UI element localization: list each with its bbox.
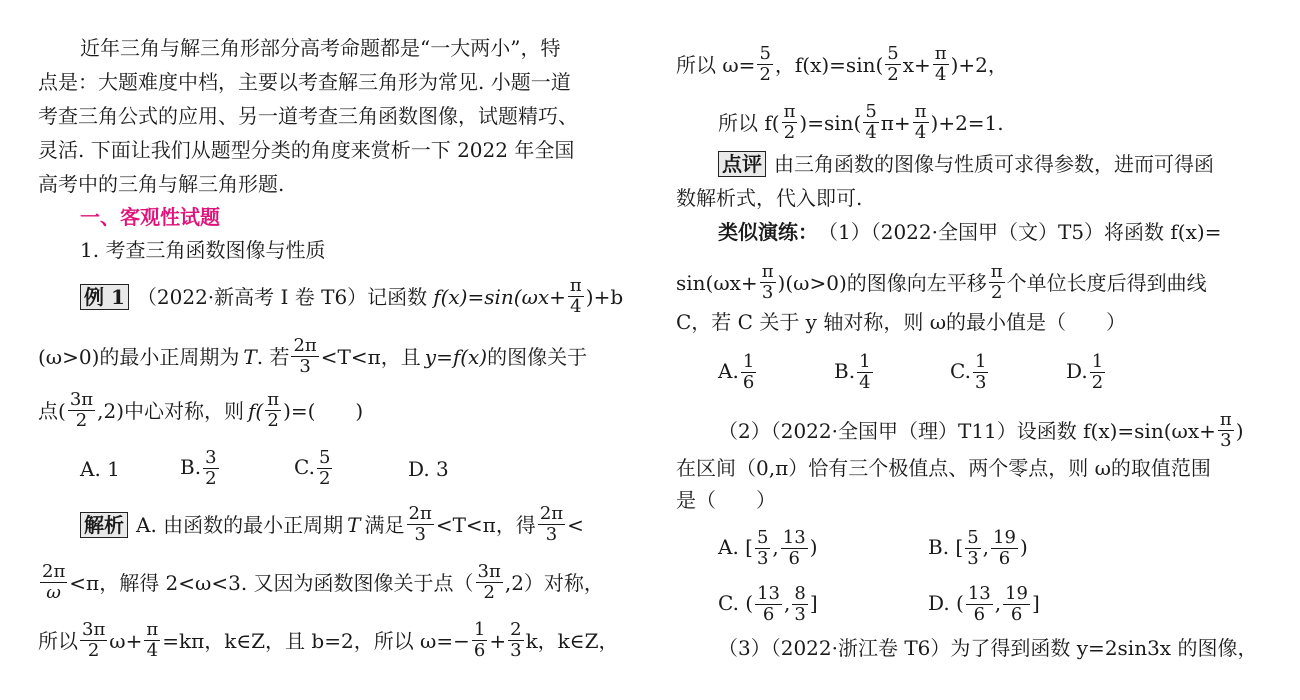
text: < xyxy=(567,512,584,537)
fraction-5-over-4: $\frac{5}{4}$ xyxy=(865,101,877,143)
text: ,2）对称， xyxy=(504,570,604,595)
fraction-5-over-2: $\frac{5}{2}$ xyxy=(759,43,771,85)
option-b: B. $\frac{3}{2}$ xyxy=(180,447,217,489)
section-title: 一、客观性试题 xyxy=(80,205,220,229)
practice-title: 类似演练： xyxy=(718,220,818,244)
analysis-tag: 解析 xyxy=(80,512,128,538)
intro-line-5: 高考中的三角与解三角形题. xyxy=(38,172,285,196)
fraction-pi-over-3: $\frac{\pi}{3}$ xyxy=(1219,409,1232,451)
option-a: A. $\frac{1}{6}$ xyxy=(718,351,755,393)
analysis-line-1 xyxy=(80,504,584,545)
fraction-2pi-over-3: $\frac{2\pi}{3}$ xyxy=(539,503,564,545)
fraction-2-over-3: $\frac{2}{3}$ xyxy=(510,619,522,661)
practice-3-line-1: （3）（2022·浙江卷 T6）为了得到函数 y=2sin3x 的图像， xyxy=(718,636,1258,660)
practice-2-line-2: 在区间（0,π）恰有三个极值点、两个零点，则 ω的取值范围 xyxy=(676,456,1211,480)
text: 所以 xyxy=(38,628,78,653)
subsection-title: 1. 考查三角函数图像与性质 xyxy=(80,238,326,262)
text: 所以 f( xyxy=(718,110,780,135)
fraction-pi-over-2: $\frac{\pi}{2}$ xyxy=(267,389,280,431)
text: 满足 xyxy=(364,512,405,537)
text: （1）（2022·全国甲（文）T5）将函数 f(x)= xyxy=(818,220,1222,244)
fraction-5-over-2: $\frac{5}{2}$ xyxy=(887,43,899,85)
text: ω+ xyxy=(109,628,143,653)
text: 个单位长度后得到曲线 xyxy=(1006,270,1207,295)
fraction-pi-over-2: $\frac{\pi}{2}$ xyxy=(990,261,1003,303)
fraction-3pi-over-2: $\frac{3\pi}{2}$ xyxy=(82,619,106,661)
text: 由三角函数的图像与性质可求得参数，进而可得函 xyxy=(774,152,1214,176)
text: x+ xyxy=(902,52,931,77)
practice-line-2 xyxy=(676,262,1207,303)
text: ,2)中心对称，则 xyxy=(97,398,244,423)
practice-line-1 xyxy=(718,218,1221,246)
text: <T<π，得 xyxy=(435,512,536,537)
intro-line-1: 近年三角与解三角形部分高考命题都是“一大两小”，特 xyxy=(80,36,561,60)
text: (ω>0)的最小正周期为 xyxy=(38,344,240,369)
text: . 若 xyxy=(256,344,290,369)
text: π+ xyxy=(880,110,911,135)
example-line-1 xyxy=(80,276,623,317)
example-line-3 xyxy=(38,390,363,431)
fraction-3pi-over-2: $\frac{3\pi}{2}$ xyxy=(69,389,94,431)
text: T xyxy=(347,512,361,537)
result-line-2 xyxy=(718,102,1004,143)
text: <T<π，且 xyxy=(320,344,421,369)
text: 的图像关于 xyxy=(487,344,588,369)
fraction-1-over-6: $\frac{1}{6}$ xyxy=(473,619,486,661)
example-func-tail: )+b xyxy=(585,284,624,309)
fraction-pi-over-4: $\frac{\pi}{4}$ xyxy=(569,275,582,317)
comment-tag: 点评 xyxy=(718,151,766,177)
practice-2-options-row-2 xyxy=(718,584,1040,625)
example-options xyxy=(80,448,449,489)
analysis-line-2 xyxy=(38,562,604,603)
example-tag: 例 1 xyxy=(80,284,129,310)
text: （2）（2022·全国甲（理）T11）设函数 f(x)=sin(ωx+ xyxy=(718,418,1216,443)
text: )=sin( xyxy=(799,110,862,135)
text: 所以 ω= xyxy=(676,52,756,77)
option-d: D. 3 xyxy=(408,456,449,481)
text: 点( xyxy=(38,398,66,423)
text: )+2， xyxy=(950,52,1008,77)
comment-line-1 xyxy=(718,150,1214,178)
option-b: B. $\frac{1}{4}$ xyxy=(834,351,871,393)
option-b: B. [ $\frac{5}{3}$ , $\frac{19}{6}$ ) xyxy=(928,527,1028,569)
fraction-3pi-over-2: $\frac{3\pi}{2}$ xyxy=(477,561,501,603)
practice-1-options xyxy=(718,352,1107,393)
text: ) xyxy=(1235,418,1244,443)
option-c: C. ( $\frac{13}{6}$ , $\frac{8}{3}$ ] xyxy=(718,583,818,625)
text: y=f(x) xyxy=(424,344,488,369)
practice-2-line-3: 是（ ） xyxy=(676,488,776,512)
text: =kπ，k∈Z，且 b=2，所以 ω=− xyxy=(162,628,470,653)
intro-line-4: 灵活. 下面让我们从题型分类的角度来赏析一下 2022 年全国 xyxy=(38,138,575,162)
fraction-pi-over-4: $\frac{\pi}{4}$ xyxy=(146,619,159,661)
text: f( xyxy=(248,398,264,423)
text: ，f(x)=sin( xyxy=(774,52,884,77)
practice-2-options-row-1 xyxy=(718,528,1028,569)
text: <π，解得 2<ω<3. 又因为函数图像关于点（ xyxy=(69,570,474,595)
text: )=( ) xyxy=(283,398,364,423)
text: )(ω>0)的图像向左平移 xyxy=(777,270,987,295)
text: sin(ωx+ xyxy=(676,270,758,295)
fraction-2pi-over-3: $\frac{2\pi}{3}$ xyxy=(293,335,317,377)
fraction-2pi-over-3: $\frac{2\pi}{3}$ xyxy=(408,503,432,545)
option-c: C. $\frac{1}{3}$ xyxy=(950,351,987,393)
option-a: A. 1 xyxy=(80,456,120,481)
option-d: D. ( $\frac{13}{6}$ , $\frac{19}{6}$ ] xyxy=(928,583,1040,625)
fraction-pi-over-4: $\frac{\pi}{4}$ xyxy=(934,43,947,85)
practice-2-line-1 xyxy=(718,410,1244,451)
text: k，k∈Z， xyxy=(525,628,619,653)
option-c: C. $\frac{5}{2}$ xyxy=(294,447,331,489)
intro-line-2: 点是：大题难度中档，主要以考查解三角形为常见. 小题一道 xyxy=(38,70,571,94)
fraction-pi-over-3: $\frac{\pi}{3}$ xyxy=(761,261,774,303)
option-a: A. [ $\frac{5}{3}$ , $\frac{13}{6}$ ) xyxy=(718,527,818,569)
option-d: D. $\frac{1}{2}$ xyxy=(1066,351,1104,393)
practice-line-3: C，若 C 关于 y 轴对称，则 ω的最小值是（ ） xyxy=(676,310,1126,334)
text: A. 由函数的最小正周期 xyxy=(136,512,344,537)
example-source: （2022·新高考 Ⅰ 卷 T6）记函数 xyxy=(136,284,428,309)
text: + xyxy=(489,628,507,653)
example-line-2 xyxy=(38,336,587,377)
fraction-pi-over-4: $\frac{\pi}{4}$ xyxy=(914,101,927,143)
fraction-2pi-over-omega: $\frac{2\pi}{\omega}$ xyxy=(42,561,66,603)
fraction-pi-over-2: $\frac{\pi}{2}$ xyxy=(783,101,796,143)
text: )+2=1. xyxy=(930,110,1004,135)
example-func: f(x)=sin(ωx+ xyxy=(433,284,566,309)
text: T xyxy=(243,344,257,369)
analysis-line-3 xyxy=(38,620,619,661)
intro-line-3: 考查三角公式的应用、另一道考查三角函数图像，试题精巧、 xyxy=(38,104,578,128)
comment-line-2: 数解析式，代入即可. xyxy=(676,186,863,210)
result-line-1 xyxy=(676,44,1008,85)
